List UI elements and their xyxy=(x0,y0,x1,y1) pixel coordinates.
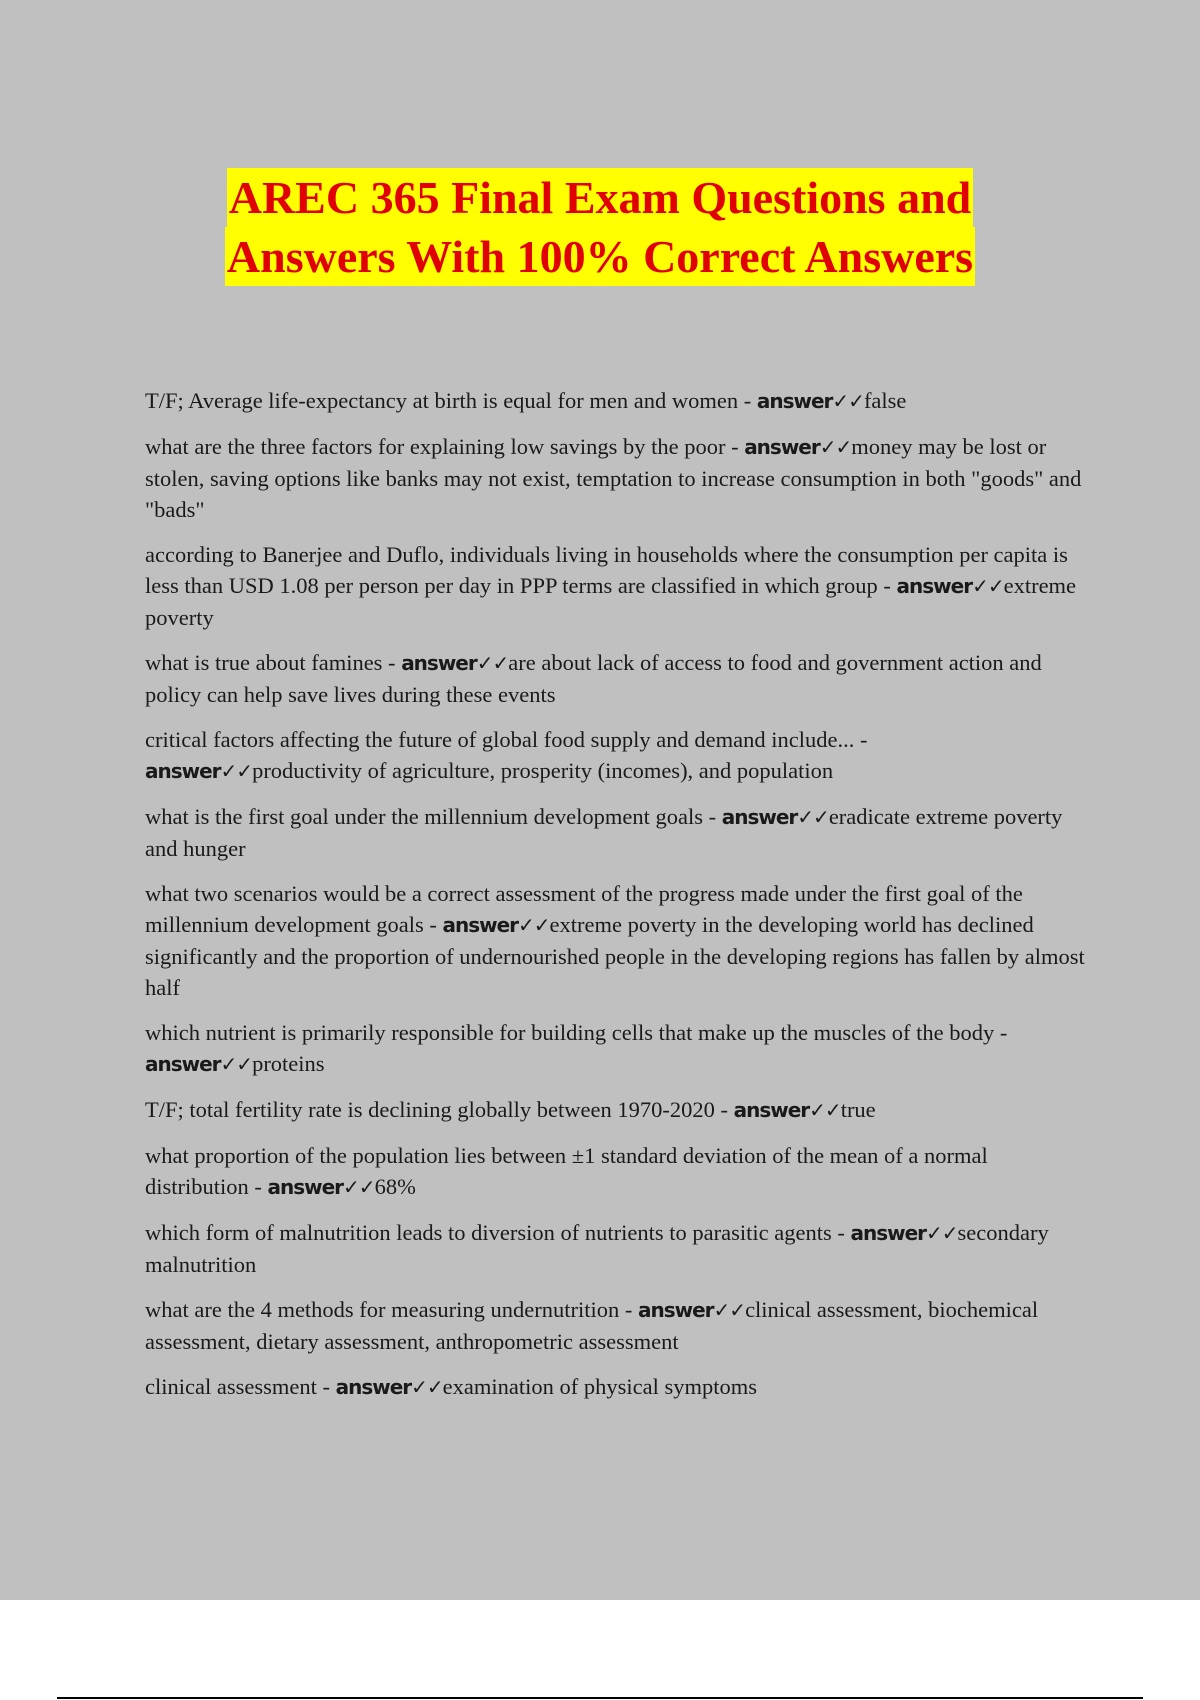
answer-text: are about lack of access to food and government action and policy can help save lives during these events xyxy=(145,650,1042,707)
answer-text: productivity of agriculture, prosperity (incomes), and population xyxy=(252,758,834,783)
answer-marker: answer✓✓ xyxy=(335,1375,443,1399)
question-text: what are the three factors for explaining low savings by the poor - xyxy=(145,434,745,459)
qa-item xyxy=(145,878,1090,1003)
qa-item xyxy=(145,1094,1090,1126)
answer-text: money may be lost or stolen, saving options like banks may not exist, temptation to increase consumption in both "goods" and "bads" xyxy=(145,434,1082,522)
qa-item xyxy=(145,1017,1090,1080)
answer-marker: answer✓✓ xyxy=(145,759,253,783)
answer-text: proteins xyxy=(252,1051,325,1076)
title-line-1: AREC 365 Final Exam Questions and xyxy=(227,168,974,227)
question-text: which form of malnutrition leads to diversion of nutrients to parasitic agents - xyxy=(145,1220,851,1245)
answer-marker: answer✓✓ xyxy=(442,913,550,937)
qa-item xyxy=(145,801,1090,864)
question-text: T/F; total fertility rate is declining globally between 1970-2020 - xyxy=(145,1097,734,1122)
qa-item xyxy=(145,647,1090,710)
footer-divider xyxy=(57,1697,1143,1699)
question-answer-list xyxy=(145,385,1090,1417)
question-text: what are the 4 methods for measuring undernutrition - xyxy=(145,1297,638,1322)
answer-marker: answer✓✓ xyxy=(145,1052,253,1076)
answer-marker: answer✓✓ xyxy=(756,389,864,413)
qa-item xyxy=(145,385,1090,417)
title-line-2: Answers With 100% Correct Answers xyxy=(225,227,975,286)
question-text: which nutrient is primarily responsible for building cells that make up the muscles of the body - xyxy=(145,1020,1008,1045)
answer-marker: answer✓✓ xyxy=(896,574,1004,598)
qa-item xyxy=(145,431,1090,525)
answer-text: examination of physical symptoms xyxy=(442,1374,757,1399)
answer-text: extreme poverty in the developing world has declined significantly and the proportion of undernourished people in the developing regions has fallen by almost half xyxy=(145,912,1085,1000)
answer-text: clinical assessment, biochemical assessment, dietary assessment, anthropometric assessment xyxy=(145,1297,1039,1354)
qa-item xyxy=(145,1371,1090,1403)
question-text: what is the first goal under the millennium development goals - xyxy=(145,804,722,829)
answer-marker: answer✓✓ xyxy=(721,805,829,829)
answer-marker: answer✓✓ xyxy=(744,435,852,459)
qa-item xyxy=(145,1294,1090,1357)
qa-item xyxy=(145,539,1090,633)
question-text: what two scenarios would be a correct assessment of the progress made under the first goal of the millennium development goals - xyxy=(145,881,1023,937)
document-title xyxy=(0,168,1200,286)
answer-text: secondary malnutrition xyxy=(145,1220,1049,1277)
answer-text: eradicate extreme poverty and hunger xyxy=(145,804,1063,861)
answer-marker: answer✓✓ xyxy=(733,1098,841,1122)
answer-text: true xyxy=(840,1097,876,1122)
answer-text: 68% xyxy=(374,1174,416,1199)
answer-marker: answer✓✓ xyxy=(267,1175,375,1199)
answer-text: false xyxy=(863,388,907,413)
answer-marker: answer✓✓ xyxy=(850,1221,958,1245)
answer-text: extreme poverty xyxy=(145,573,1077,630)
qa-item xyxy=(145,1217,1090,1280)
question-text: what proportion of the population lies between ±1 standard deviation of the mean of a normal distribution - xyxy=(145,1143,988,1199)
qa-item xyxy=(145,724,1090,787)
question-text: according to Banerjee and Duflo, individuals living in households where the consumption per capita is less than USD 1.08 per person per day in PPP terms are classified in which group - xyxy=(145,542,1068,598)
question-text: clinical assessment - xyxy=(145,1374,336,1399)
answer-marker: answer✓✓ xyxy=(638,1298,746,1322)
question-text: critical factors affecting the future of global food supply and demand include... - xyxy=(145,727,868,752)
question-text: T/F; Average life-expectancy at birth is equal for men and women - xyxy=(145,388,757,413)
answer-marker: answer✓✓ xyxy=(401,651,509,675)
question-text: what is true about famines - xyxy=(145,650,402,675)
qa-item xyxy=(145,1140,1090,1203)
